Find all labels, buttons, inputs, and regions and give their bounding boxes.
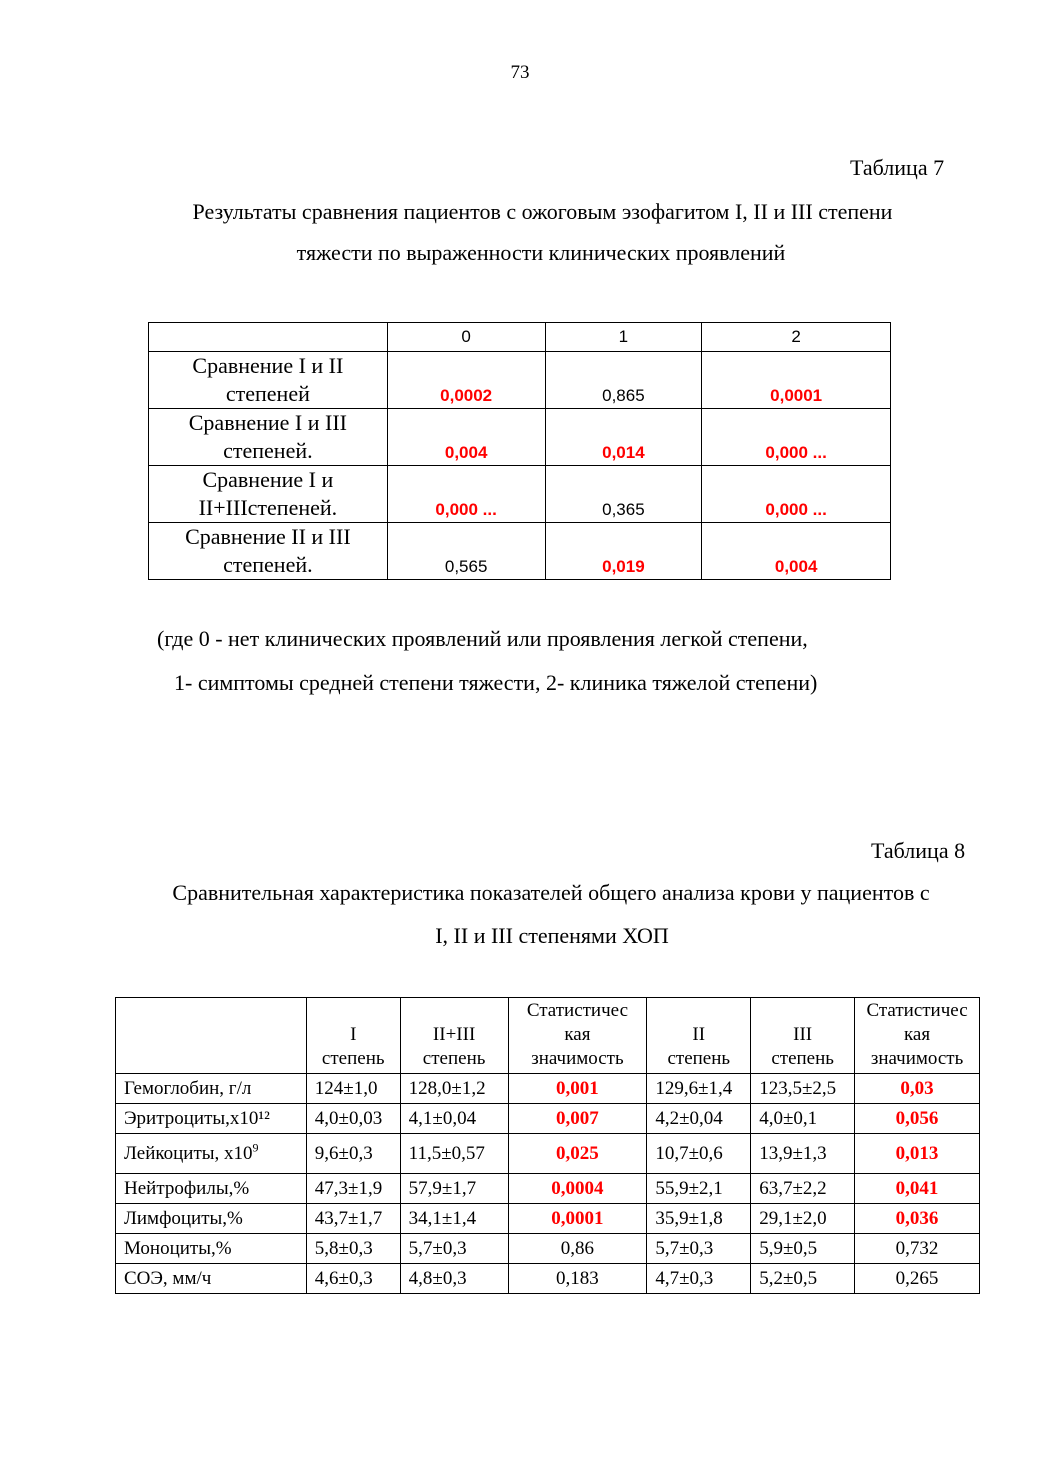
significant-p-value: 0,036 [855,1204,980,1234]
table8-row-label [116,1204,307,1234]
table8-row-label [116,1134,307,1174]
measurement-value: 4,2±0,04 [647,1104,751,1134]
table7-note-line2: 1- симптомы средней степени тяжести, 2- клиника тяжелой степени) [174,670,818,695]
row-label-line1: Сравнение I и III [188,410,348,435]
header-line: степень [771,1048,834,1069]
table7-row-label [149,523,388,580]
p-value: 0,865 [545,352,702,409]
measurement-value: 47,3±1,9 [306,1174,400,1204]
row-label-text: СОЭ, мм/ч [124,1267,212,1289]
header-line [647,999,750,1023]
table8-caption: Таблица 8 [871,838,966,863]
header-line: III [793,1024,813,1045]
table7-row [149,523,891,580]
table7-header-cell: 1 [545,323,702,352]
header-line: кая [564,1024,591,1045]
header-line: степень [667,1048,731,1069]
header-line: I [350,1024,357,1045]
table7-row [149,352,891,409]
row-label-line2: степеней [225,381,310,406]
row-label-text: Эритроциты,х10¹² [124,1107,270,1129]
row-label-line2: II+IIIстепеней. [198,495,338,520]
significant-p-value: 0,013 [855,1134,980,1174]
table8-row-label [116,1174,307,1204]
table8-header-cell [647,998,751,1074]
table8-row [116,1134,980,1174]
measurement-value: 10,7±0,6 [647,1134,751,1174]
header-line [116,1023,306,1047]
p-value: 0,732 [855,1234,980,1264]
significant-p-value: 0,0001 [508,1204,647,1234]
p-value: 0,565 [387,523,545,580]
table8-row-label [116,1104,307,1134]
measurement-value: 5,9±0,5 [751,1234,855,1264]
measurement-value: 9,6±0,3 [306,1134,400,1174]
measurement-value: 35,9±1,8 [647,1204,751,1234]
table8-row [116,1174,980,1204]
measurement-value: 5,8±0,3 [306,1234,400,1264]
p-value: 0,365 [545,466,702,523]
significant-p-value: 0,025 [508,1134,647,1174]
measurement-value: 5,7±0,3 [400,1234,508,1264]
table7-title-line2: тяжести по выраженности клинических проявлений [296,240,786,265]
significant-p-value: 0,007 [508,1104,647,1134]
measurement-value: 4,6±0,3 [306,1264,400,1294]
table7-row-label [149,409,388,466]
significant-p-value: 0,0002 [387,352,545,409]
measurement-value: 4,7±0,3 [647,1264,751,1294]
measurement-value: 11,5±0,57 [400,1134,508,1174]
significant-p-value: 0,000 ... [387,466,545,523]
table7-row [149,466,891,523]
significant-p-value: 0,019 [545,523,702,580]
measurement-value: 5,2±0,5 [751,1264,855,1294]
table7-header-cell [149,323,388,352]
row-label-superscript: 9 [252,1140,259,1155]
p-value: 0,265 [855,1264,980,1294]
table7-header-cell: 2 [702,323,891,352]
table8-row [116,1264,980,1294]
table8-row [116,1074,980,1104]
significant-p-value: 0,014 [545,409,702,466]
header-line [751,999,854,1023]
header-line: II [692,1024,706,1045]
table8-header-cell [116,998,307,1074]
p-value: 0,183 [508,1264,647,1294]
measurement-value: 4,0±0,1 [751,1104,855,1134]
measurement-value: 55,9±2,1 [647,1174,751,1204]
significant-p-value: 0,004 [702,523,891,580]
significant-p-value: 0,000 ... [702,466,891,523]
significant-p-value: 0,000 ... [702,409,891,466]
table8-title-line1: Сравнительная характеристика показателей общего анализа крови у пациентов с [172,880,930,905]
measurement-value: 4,1±0,04 [400,1104,508,1134]
table8-header-cell [400,998,508,1074]
header-line: кая [903,1024,931,1045]
table8-row-label [116,1234,307,1264]
table7-caption: Таблица 7 [850,155,945,180]
row-label-text: Гемоглобин, г/л [124,1077,252,1099]
row-label-line1: Сравнение II и III [185,524,351,549]
table7-row-label [149,466,388,523]
header-line: II+III [432,1024,476,1045]
table8-row [116,1204,980,1234]
table7 [148,322,891,580]
header-line [307,999,400,1023]
significant-p-value: 0,041 [855,1174,980,1204]
table8-header-cell [855,998,980,1074]
header-line: Статистичес [866,1000,968,1021]
header-line [116,1047,306,1071]
table8-title-line2: I, II и III степенями ХОП [435,923,669,948]
row-label-text: Лимфоциты,% [124,1207,243,1229]
header-line [116,999,306,1023]
table8-row-label [116,1074,307,1104]
measurement-value: 29,1±2,0 [751,1204,855,1234]
measurement-value: 5,7±0,3 [647,1234,751,1264]
row-label-line1: Сравнение I и [202,467,334,492]
significant-p-value: 0,0004 [508,1174,647,1204]
measurement-value: 13,9±1,3 [751,1134,855,1174]
table8-row-label [116,1264,307,1294]
significant-p-value: 0,004 [387,409,545,466]
header-line: Статистичес [526,1000,628,1021]
table7-row [149,409,891,466]
row-label-line1: Сравнение I и II [192,353,344,378]
row-label-text: Лейкоциты, х10 [124,1142,253,1164]
measurement-value: 129,6±1,4 [647,1074,751,1104]
measurement-value: 124±1,0 [306,1074,400,1104]
measurement-value: 128,0±1,2 [400,1074,508,1104]
measurement-value: 57,9±1,7 [400,1174,508,1204]
table8-header-cell [751,998,855,1074]
table7-row-label [149,352,388,409]
header-line [401,999,508,1023]
measurement-value: 123,5±2,5 [751,1074,855,1104]
page-number: 73 [510,62,530,83]
header-line: значимость [531,1048,624,1069]
table8 [115,997,980,1294]
header-line: степень [422,1048,486,1069]
measurement-value: 43,7±1,7 [306,1204,400,1234]
row-label-text: Нейтрофилы,% [124,1177,250,1199]
p-value: 0,86 [508,1234,647,1264]
table8-row [116,1104,980,1134]
row-label-line2: степеней. [223,438,313,463]
significant-p-value: 0,0001 [702,352,891,409]
table8-header-cell [508,998,647,1074]
measurement-value: 4,0±0,03 [306,1104,400,1134]
table7-title-line1: Результаты сравнения пациентов с ожоговым эзофагитом I, II и III степени [192,199,893,224]
significant-p-value: 0,03 [855,1074,980,1104]
measurement-value: 63,7±2,2 [751,1174,855,1204]
table7-header-cell: 0 [387,323,545,352]
table7-note-line1: (где 0 - нет клинических проявлений или проявления легкой степени, [157,626,808,651]
table8-row [116,1234,980,1264]
row-label-text: Моноциты,% [124,1237,232,1259]
row-label-line2: степеней. [223,552,313,577]
significant-p-value: 0,056 [855,1104,980,1134]
measurement-value: 4,8±0,3 [400,1264,508,1294]
header-line: степень [321,1048,385,1069]
table8-header-cell [306,998,400,1074]
header-line: значимость [870,1048,964,1069]
significant-p-value: 0,001 [508,1074,647,1104]
measurement-value: 34,1±1,4 [400,1204,508,1234]
